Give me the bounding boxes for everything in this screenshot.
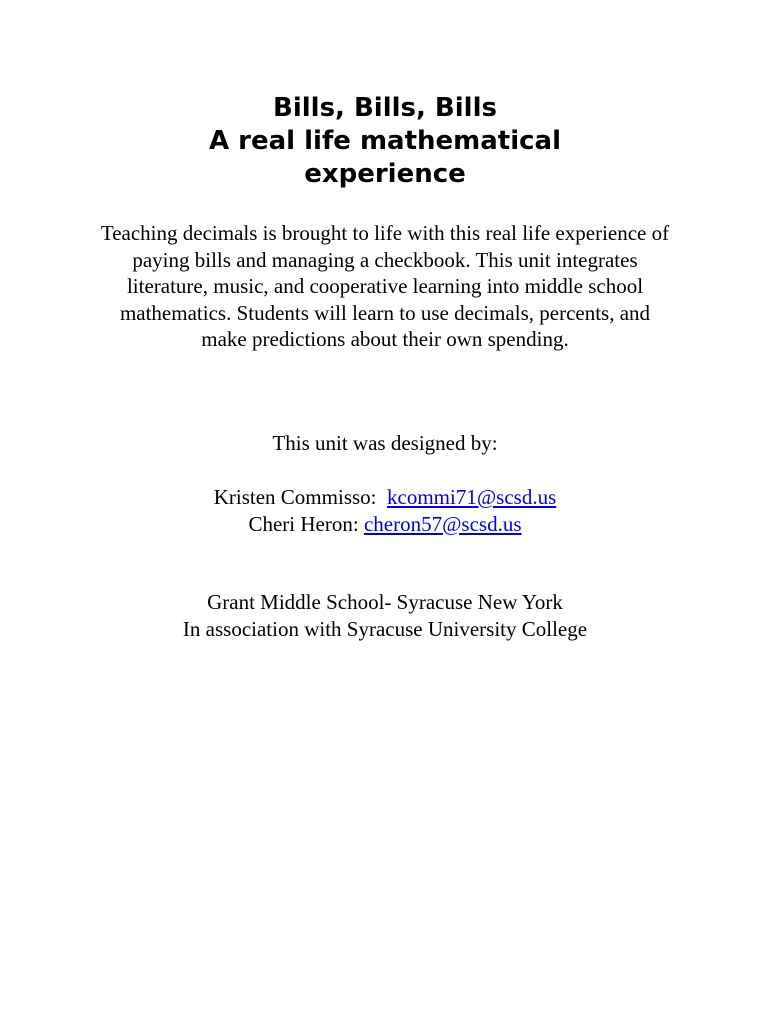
school-info	[0, 589, 770, 642]
authors-list	[0, 484, 770, 537]
school-line-2: In association with Syracuse University College	[182, 616, 588, 641]
author-line-2	[0, 511, 770, 538]
school-line-1: Grant Middle School- Syracuse New York	[207, 590, 563, 614]
designed-by-label: This unit was designed by:	[272, 431, 498, 455]
title-line-1: Bills, Bills, Bills	[273, 93, 497, 123]
author-line-1	[0, 484, 770, 511]
document-title	[0, 92, 770, 191]
author-email-link-2[interactable]: cheron57@scsd.us	[363, 511, 522, 536]
author-email-link-1[interactable]: kcommi71@scsd.us	[387, 485, 557, 509]
title-line-2: A real life mathematical	[208, 126, 561, 156]
title-line-3: experience	[304, 159, 466, 189]
author-name-1: Kristen Commisso:	[213, 485, 377, 509]
intro-paragraph: Teaching decimals is brought to life with this real life experience of paying bills and managing a checkbook. This unit integrates literature, music, and cooperative learning into middle school mathematics. Students will learn to use decimals, percents, and make predictions about their own spending.	[100, 221, 670, 351]
author-name-2: Cheri Heron:	[248, 511, 359, 536]
